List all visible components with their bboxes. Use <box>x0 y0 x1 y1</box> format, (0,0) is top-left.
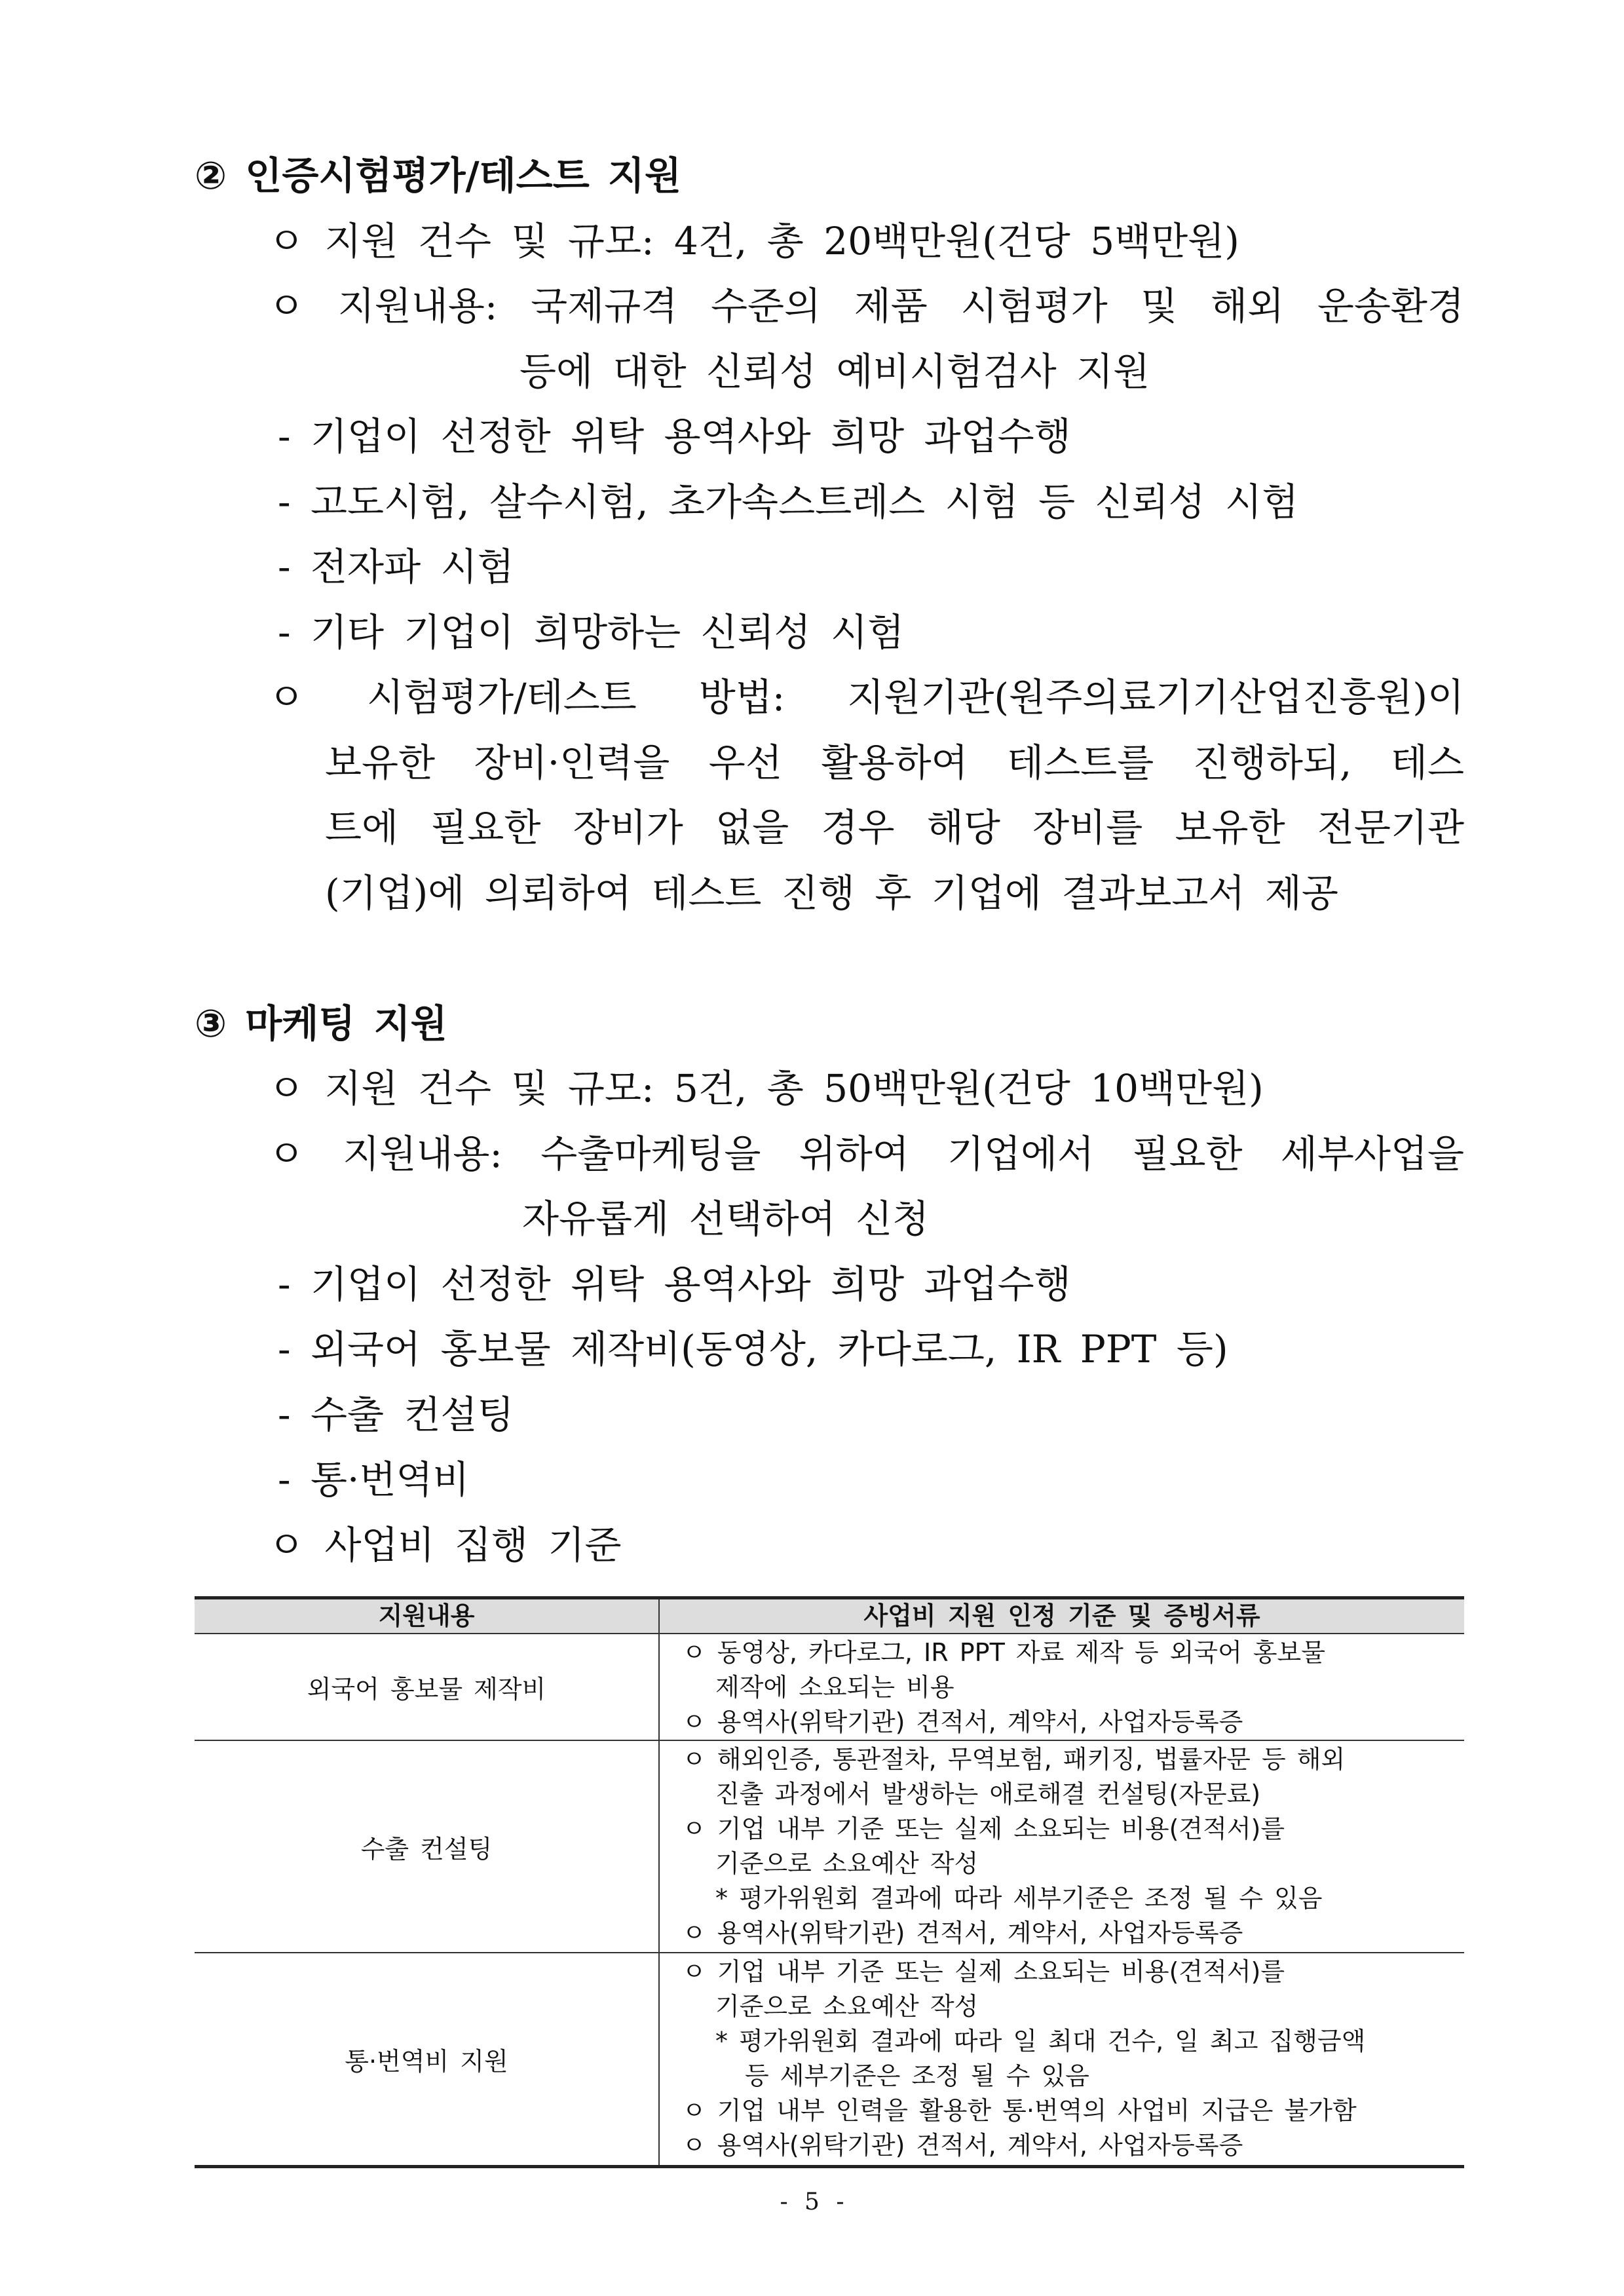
support-content-line: 등에 대한 신뢰성 예비시험검사 지원 <box>519 349 1150 394</box>
section-title: ③ 마케팅 지원 <box>195 1001 447 1046</box>
page-number: - 5 - <box>780 2189 844 2215</box>
criteria-line: 진출 과정에서 발생하는 애로해결 컨설팅(자문료) <box>715 1780 1261 1808</box>
support-content-line: 자유롭게 선택하여 신청 <box>522 1196 930 1241</box>
budget-criteria-table <box>195 1596 1464 2168</box>
criteria-line: ㅇ 기업 내부 기준 또는 실제 소요되는 비용(견적서)를 <box>682 1814 1285 1843</box>
criteria-cell <box>660 1953 1464 2165</box>
criteria-line: 기준으로 소요예산 작성 <box>715 1849 979 1878</box>
criteria-note: * 평가위원회 결과에 따라 세부기준은 조정 될 수 있음 <box>715 1884 1323 1913</box>
detail-item: - 외국어 홍보물 제작비(동영상, 카다로그, IR PPT 등) <box>278 1327 1228 1371</box>
detail-item: - 기타 기업이 희망하는 신뢰성 시험 <box>278 610 905 655</box>
criteria-note: 등 세부기준은 조정 될 수 있음 <box>745 2061 1089 2090</box>
criteria-line: ㅇ 기업 내부 인력을 활용한 통·번역의 사업비 지급은 불가함 <box>682 2096 1357 2125</box>
criteria-cell <box>660 1634 1464 1740</box>
support-content-line: ㅇ 지원내용: 국제규격 수준의 제품 시험평가 및 해외 운송환경 <box>268 284 1464 328</box>
support-item-cell: 외국어 홍보물 제작비 <box>195 1634 660 1740</box>
criteria-line: ㅇ 용역사(위탁기관) 견적서, 계약서, 사업자등록증 <box>682 1919 1243 1947</box>
table-row <box>195 1953 1464 2168</box>
criteria-note: * 평가위원회 결과에 따라 일 최대 건수, 일 최고 집행금액 <box>715 2027 1366 2056</box>
criteria-line: 기준으로 소요예산 작성 <box>715 1992 979 2021</box>
support-scale: ㅇ 지원 건수 및 규모: 4건, 총 20백만원(건당 5백만원) <box>268 219 1239 263</box>
detail-item: - 통·번역비 <box>278 1457 470 1502</box>
table-row <box>195 1741 1464 1953</box>
criteria-line: ㅇ 용역사(위탁기관) 견적서, 계약서, 사업자등록증 <box>682 1708 1243 1736</box>
table-header-cell: 사업비 지원 인정 기준 및 증빙서류 <box>863 1601 1260 1630</box>
support-item-cell: 통·번역비 지원 <box>195 1953 660 2165</box>
criteria-line: ㅇ 해외인증, 통관절차, 무역보험, 패키징, 법률자문 등 해외 <box>682 1745 1346 1774</box>
table-header-row <box>195 1596 1464 1634</box>
criteria-line: ㅇ 동영상, 카다로그, IR PPT 자료 제작 등 외국어 홍보물 <box>682 1638 1325 1667</box>
criteria-line: 제작에 소요되는 비용 <box>715 1673 954 1702</box>
test-method-line: ㅇ 시험평가/테스트 방법: 지원기관(원주의료기기산업진흥원)이 <box>268 675 1464 719</box>
criteria-line: ㅇ 용역사(위탁기관) 견적서, 계약서, 사업자등록증 <box>682 2131 1243 2160</box>
detail-item: - 기업이 선정한 위탁 용역사와 희망 과업수행 <box>278 1262 1071 1307</box>
support-item-cell: 수출 컨설팅 <box>195 1741 660 1952</box>
criteria-cell <box>660 1741 1464 1952</box>
table-row <box>195 1634 1464 1741</box>
test-method-line: (기업)에 의뢰하여 테스트 진행 후 기업에 결과보고서 제공 <box>325 871 1338 915</box>
table-header-cell: 지원내용 <box>195 1599 660 1633</box>
budget-standard-heading: ㅇ 사업비 집행 기준 <box>268 1523 622 1567</box>
test-method-line: 보유한 장비·인력을 우선 활용하여 테스트를 진행하되, 테스 <box>325 740 1464 785</box>
detail-item: - 기업이 선정한 위탁 용역사와 희망 과업수행 <box>278 414 1071 459</box>
support-scale: ㅇ 지원 건수 및 규모: 5건, 총 50백만원(건당 10백만원) <box>268 1066 1264 1111</box>
support-content-line: ㅇ 지원내용: 수출마케팅을 위하여 기업에서 필요한 세부사업을 <box>268 1132 1464 1176</box>
section-title: ② 인증시험평가/테스트 지원 <box>195 153 681 198</box>
criteria-line: ㅇ 기업 내부 기준 또는 실제 소요되는 비용(견적서)를 <box>682 1957 1285 1986</box>
test-method-line: 트에 필요한 장비가 없을 경우 해당 장비를 보유한 전문기관 <box>325 805 1464 850</box>
detail-item: - 수출 컨설팅 <box>278 1392 514 1437</box>
detail-item: - 고도시험, 살수시험, 초가속스트레스 시험 등 신뢰성 시험 <box>278 480 1299 524</box>
detail-item: - 전자파 시험 <box>278 545 514 589</box>
